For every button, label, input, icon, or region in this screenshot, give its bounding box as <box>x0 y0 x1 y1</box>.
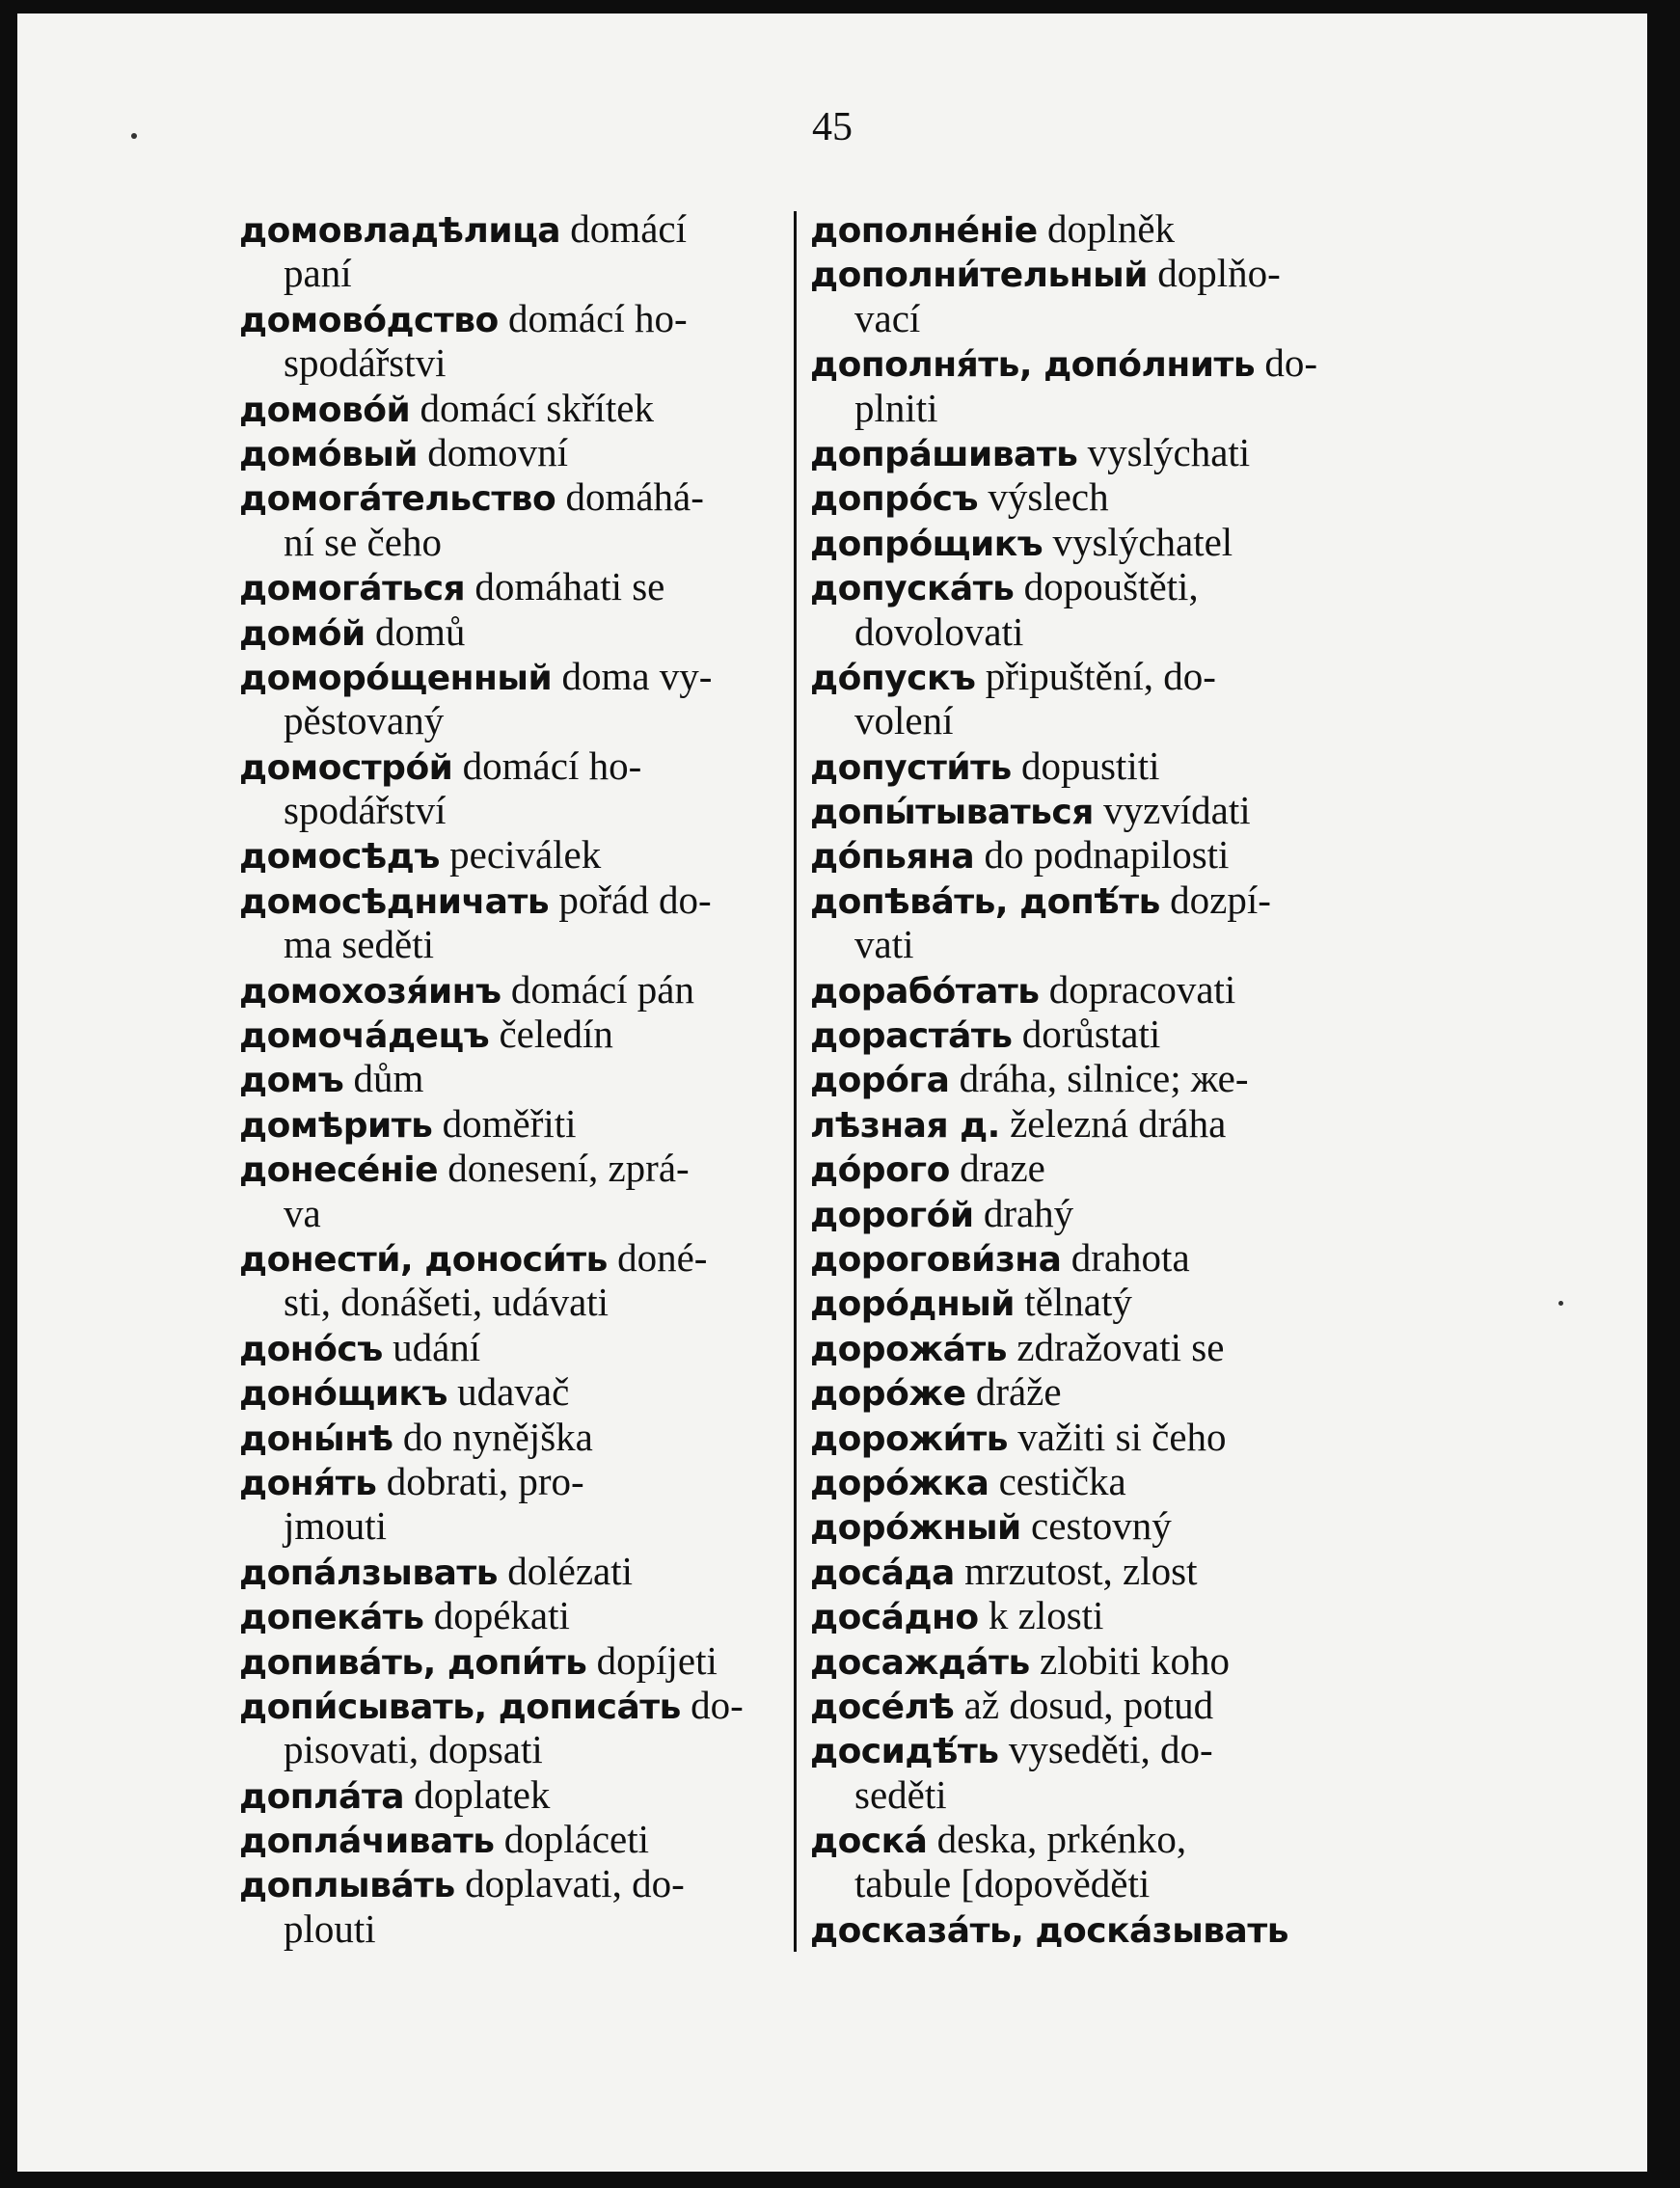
translation: dopláceti <box>494 1817 650 1862</box>
entry-first-line <box>810 1906 1369 1951</box>
translation: do- <box>1255 340 1318 386</box>
translation: připuštění, do- <box>975 653 1216 698</box>
dictionary-entry <box>239 1325 791 1369</box>
entry-continuation-line <box>239 1503 791 1548</box>
headword: дополни́тельный <box>810 256 1148 296</box>
translation: tělnatý <box>1015 1280 1132 1325</box>
translation: dopracovati <box>1039 966 1236 1012</box>
entry-continuation-line <box>239 520 791 564</box>
translation: cestička <box>989 1458 1126 1503</box>
translation: važiti si čeho <box>1008 1414 1227 1459</box>
entry-first-line <box>810 1146 1369 1190</box>
entry-first-line <box>239 878 791 922</box>
sub-headword: лѣзная д. <box>810 1105 1000 1146</box>
dictionary-entry <box>239 206 791 296</box>
translation: paní <box>284 251 352 296</box>
entry-first-line <box>239 430 791 474</box>
headword: допла́чивать <box>239 1822 495 1862</box>
entry-first-line <box>810 1593 1369 1637</box>
entry-continuation-line <box>239 1191 791 1235</box>
translation: k zlosti <box>978 1593 1104 1638</box>
entry-first-line <box>239 1415 791 1459</box>
entry-first-line <box>810 967 1369 1012</box>
dictionary-entry <box>239 743 791 833</box>
translation: ní se čeho <box>284 519 442 564</box>
dictionary-entry <box>810 1280 1369 1324</box>
translation: pisovati, dopsati <box>284 1727 543 1772</box>
translation: draze <box>949 1146 1045 1191</box>
translation: vyseděti, do- <box>998 1727 1213 1772</box>
entry-first-line <box>239 1056 791 1100</box>
headword: доро́дный <box>810 1284 1016 1325</box>
translation: udání <box>382 1324 481 1369</box>
translation: dovolovati <box>854 608 1024 654</box>
headword: доно́съ <box>239 1329 383 1369</box>
dictionary-entry <box>810 1683 1369 1727</box>
headword: досе́лѣ <box>810 1687 955 1727</box>
entry-continuation-line <box>810 922 1369 966</box>
entry-first-line <box>239 474 791 519</box>
left-column <box>239 206 791 1951</box>
translation: cestovný <box>1020 1503 1172 1549</box>
translation: dorůstati <box>1012 1012 1161 1057</box>
translation: udavač <box>447 1369 570 1415</box>
headword: доплыва́ть <box>239 1866 455 1906</box>
dictionary-entry <box>810 564 1369 654</box>
dictionary-entry <box>810 474 1369 519</box>
dictionary-entry <box>810 206 1369 251</box>
translation: deska, prkénko, <box>927 1817 1187 1862</box>
dictionary-entry <box>810 788 1369 832</box>
dictionary-entry <box>810 832 1369 877</box>
translation: doplněk <box>1037 206 1176 251</box>
entry-first-line <box>239 1325 791 1369</box>
speck <box>131 133 137 139</box>
entry-first-line <box>810 340 1369 385</box>
translation: výslech <box>978 474 1109 520</box>
entry-continuation-line <box>239 1906 791 1951</box>
entry-first-line <box>810 832 1369 877</box>
entry-first-line <box>239 564 791 608</box>
headword: допы́тываться <box>810 793 1094 833</box>
translation: domovní <box>418 429 569 474</box>
entry-first-line <box>810 1683 1369 1727</box>
translation: do- <box>680 1682 744 1727</box>
entry-first-line <box>810 430 1369 474</box>
entry-continuation-line <box>239 788 791 832</box>
headword: домѣрить <box>239 1105 433 1146</box>
dictionary-entry <box>239 1056 791 1100</box>
entry-first-line <box>810 1056 1369 1100</box>
translation: doplňo- <box>1147 251 1281 296</box>
translation: domáhá- <box>555 474 704 520</box>
translation: domácí ho- <box>452 743 642 788</box>
translation: zdražovati se <box>1007 1324 1225 1369</box>
entry-first-line <box>810 1503 1369 1548</box>
headword: до́пьяна <box>810 837 975 878</box>
entry-first-line <box>810 1459 1369 1503</box>
headword: дополня́ть, допо́лнить <box>810 345 1256 386</box>
entry-first-line <box>239 1861 791 1905</box>
entry-first-line <box>239 1593 791 1637</box>
translation: doma vy- <box>552 653 713 698</box>
translation: pořád do- <box>549 877 712 922</box>
entry-first-line <box>810 1191 1369 1235</box>
dictionary-entry <box>810 1325 1369 1369</box>
dictionary-entry <box>239 832 791 877</box>
entry-continuation-line <box>810 386 1369 430</box>
dictionary-entry <box>810 340 1369 430</box>
dictionary-entry <box>810 1459 1369 1503</box>
translation: vati <box>854 922 914 967</box>
dictionary-entry <box>810 1503 1369 1548</box>
entry-continuation-line <box>810 296 1369 340</box>
entry-continuation-line <box>239 1727 791 1771</box>
entry-first-line <box>810 788 1369 832</box>
dictionary-entry <box>239 430 791 474</box>
translation: doplatek <box>404 1771 551 1817</box>
translation: doměřiti <box>432 1100 577 1146</box>
headword: допра́шивать <box>810 434 1078 474</box>
headword: доро́жный <box>810 1508 1021 1549</box>
dictionary-entry <box>810 654 1369 743</box>
dictionary-entry <box>239 654 791 743</box>
headword: допро́съ <box>810 479 979 520</box>
translation: mrzutost, zlost <box>954 1548 1198 1593</box>
translation: čeledín <box>489 1012 613 1057</box>
headword: допи́сывать, дописа́ть <box>239 1687 681 1727</box>
dictionary-entry <box>239 609 791 654</box>
entry-first-line <box>810 564 1369 608</box>
dictionary-entry <box>239 1369 791 1414</box>
entry-first-line <box>239 654 791 698</box>
dictionary-entry <box>810 743 1369 788</box>
dictionary-entry <box>239 1549 791 1593</box>
column-divider <box>794 211 797 1952</box>
headword: домовладѣлица <box>239 211 561 251</box>
headword: доска́ <box>810 1822 928 1862</box>
dictionary-entry <box>239 1415 791 1459</box>
headword: допа́лзывать <box>239 1553 499 1593</box>
entry-first-line <box>239 206 791 251</box>
entry-continuation-line <box>239 340 791 385</box>
headword: доны́нѣ <box>239 1418 393 1459</box>
dictionary-entry <box>810 1146 1369 1190</box>
translation: domácí pán <box>501 966 694 1012</box>
headword: доса́да <box>810 1553 955 1593</box>
headword: домово́дство <box>239 300 499 340</box>
headword: донесе́ніе <box>239 1150 438 1191</box>
headword: дорого́й <box>810 1195 974 1235</box>
headword: до́пускъ <box>810 658 976 698</box>
entry-continuation-line <box>239 698 791 743</box>
headword: допро́щикъ <box>810 524 1043 564</box>
dictionary-entry <box>810 1369 1369 1414</box>
headword: допусти́ть <box>810 747 1012 788</box>
translation: pěstovaný <box>284 698 445 743</box>
translation: plniti <box>854 385 938 430</box>
headword: допѣва́ть, допѣ́ть <box>810 881 1160 922</box>
headword: дополне́ніе <box>810 211 1038 251</box>
dictionary-entry <box>810 1012 1369 1056</box>
entry-first-line <box>810 1415 1369 1459</box>
translation: va <box>284 1190 321 1235</box>
translation: jmouti <box>284 1503 388 1549</box>
entry-first-line <box>810 1549 1369 1593</box>
headword: досидѣ́ть <box>810 1732 999 1772</box>
entry-first-line <box>239 296 791 340</box>
dictionary-entry <box>239 386 791 430</box>
dictionary-entry <box>239 967 791 1012</box>
translation: ma seděti <box>284 922 434 967</box>
translation: vyslýchatel <box>1043 519 1233 564</box>
translation: domácí ho- <box>498 295 688 340</box>
headword: доро́жка <box>810 1463 989 1503</box>
dictionary-entry <box>239 1817 791 1861</box>
dictionary-entry <box>810 1638 1369 1683</box>
dictionary-entry <box>239 1772 791 1817</box>
headword: домо́вый <box>239 434 419 474</box>
headword: дорабо́тать <box>810 971 1040 1012</box>
entry-first-line <box>810 251 1369 295</box>
dictionary-entry <box>810 1906 1369 1951</box>
translation: domů <box>365 608 466 654</box>
headword: домъ <box>239 1061 344 1101</box>
right-column <box>810 206 1369 1951</box>
translation: vací <box>854 295 921 340</box>
dictionary-entry <box>810 1727 1369 1817</box>
translation: dopustiti <box>1011 743 1160 788</box>
headword: допива́ть, допи́ть <box>239 1642 587 1683</box>
translation: doné- <box>607 1234 708 1280</box>
entry-first-line <box>810 654 1369 698</box>
translation: spodářství <box>284 788 447 833</box>
entry-continuation-line <box>810 609 1369 654</box>
entry-first-line <box>810 878 1369 922</box>
translation: donesení, zprá- <box>437 1146 690 1191</box>
dictionary-entry <box>810 967 1369 1012</box>
dictionary-entry <box>239 1683 791 1772</box>
translation: dráha, silnice; же- <box>949 1056 1249 1101</box>
translation: dopíjeti <box>586 1637 718 1683</box>
headword: домохозя́инъ <box>239 971 501 1012</box>
entry-first-line <box>810 474 1369 519</box>
translation: tabule [dopověděti <box>854 1861 1151 1906</box>
entry-first-line <box>810 1817 1369 1861</box>
dictionary-entry <box>810 1235 1369 1280</box>
entry-first-line <box>810 1638 1369 1683</box>
entry-first-line <box>810 1727 1369 1771</box>
translation: železná dráha <box>999 1100 1227 1146</box>
entry-first-line <box>239 1369 791 1414</box>
translation: domácí <box>560 206 687 251</box>
headword: до́рого <box>810 1150 950 1191</box>
entry-first-line <box>239 1146 791 1190</box>
dictionary-entry <box>810 1056 1369 1146</box>
headword: доморо́щенный <box>239 658 553 698</box>
dictionary-entry <box>810 1817 1369 1906</box>
translation: dopouštěti, <box>1014 564 1199 609</box>
dictionary-entry <box>239 1012 791 1056</box>
translation: domáhati se <box>465 564 665 609</box>
translation: seděti <box>854 1771 947 1817</box>
dictionary-entry <box>239 296 791 386</box>
entry-first-line <box>239 743 791 788</box>
headword: домоча́децъ <box>239 1016 490 1057</box>
translation: spodářstvi <box>284 340 447 386</box>
headword: доса́дно <box>810 1598 979 1638</box>
headword: домо́й <box>239 613 366 654</box>
headword: допека́ть <box>239 1598 424 1638</box>
entry-continuation-line <box>239 922 791 966</box>
translation: zlobiti koho <box>1029 1637 1231 1683</box>
translation: doplavati, do- <box>454 1861 685 1906</box>
translation: volení <box>854 698 954 743</box>
entry-first-line <box>239 967 791 1012</box>
headword: домово́й <box>239 390 411 430</box>
translation: dolézati <box>498 1548 634 1593</box>
dictionary-entry <box>810 520 1369 564</box>
headword: доро́га <box>810 1061 950 1101</box>
dictionary-entry <box>239 474 791 564</box>
speck <box>1558 1301 1563 1306</box>
dictionary-entry <box>239 1146 791 1235</box>
dictionary-entry <box>810 430 1369 474</box>
dictionary-entry <box>810 251 1369 340</box>
translation: dozpí- <box>1159 877 1271 922</box>
entry-first-line <box>810 206 1369 251</box>
entry-first-line <box>239 609 791 654</box>
headword: дораста́ть <box>810 1016 1013 1057</box>
entry-continuation-line <box>810 698 1369 743</box>
headword: дорожа́ть <box>810 1329 1008 1369</box>
entry-first-line <box>239 1638 791 1683</box>
translation: vyzvídati <box>1093 788 1251 833</box>
headword: домосѣдничать <box>239 881 550 922</box>
entry-first-line <box>810 1325 1369 1369</box>
translation: plouti <box>284 1905 376 1951</box>
entry-first-line <box>810 743 1369 788</box>
dictionary-entry <box>810 1191 1369 1235</box>
entry-continuation-line <box>810 1772 1369 1817</box>
entry-subentry-line <box>810 1101 1369 1146</box>
dictionary-entry <box>239 1459 791 1549</box>
dictionary-entry <box>239 1861 791 1951</box>
entry-first-line <box>239 1012 791 1056</box>
translation: drahota <box>1061 1234 1190 1280</box>
translation: dráže <box>965 1369 1062 1415</box>
translation: drahý <box>973 1190 1074 1235</box>
translation: vyslýchati <box>1077 429 1251 474</box>
dictionary-entry <box>810 1415 1369 1459</box>
headword: домога́ться <box>239 569 466 609</box>
headword: досажда́ть <box>810 1642 1030 1683</box>
entry-first-line <box>239 1235 791 1280</box>
translation: peciválek <box>439 832 602 878</box>
translation: do nynějška <box>393 1414 593 1459</box>
headword: доно́щикъ <box>239 1374 447 1415</box>
dictionary-entry <box>810 1593 1369 1637</box>
entry-continuation-line <box>810 1861 1369 1905</box>
dictionary-entry <box>810 878 1369 967</box>
translation: dobrati, pro- <box>376 1458 584 1503</box>
entry-first-line <box>239 386 791 430</box>
dictionary-entry <box>239 1593 791 1637</box>
translation: do podnapilosti <box>974 832 1230 878</box>
headword: доня́ть <box>239 1463 377 1503</box>
translation: domácí skřítek <box>410 385 654 430</box>
entry-continuation-line <box>239 1280 791 1324</box>
entry-first-line <box>810 520 1369 564</box>
headword: доро́же <box>810 1374 966 1415</box>
entry-first-line <box>810 1280 1369 1324</box>
dictionary-page <box>17 14 1647 2172</box>
translation: dopékati <box>423 1593 570 1638</box>
entry-first-line <box>239 1817 791 1861</box>
headword: домостро́й <box>239 747 453 788</box>
headword: дорогови́зна <box>810 1239 1062 1280</box>
entry-first-line <box>239 1683 791 1727</box>
dictionary-entry <box>239 1235 791 1325</box>
entry-first-line <box>810 1235 1369 1280</box>
dictionary-entry <box>239 878 791 967</box>
headword: домога́тельство <box>239 479 556 520</box>
page-number: 45 <box>812 105 853 149</box>
headword: домосѣдъ <box>239 837 440 878</box>
translation: dům <box>343 1056 424 1101</box>
entry-continuation-line <box>239 251 791 295</box>
headword: допла́та <box>239 1776 404 1817</box>
headword: донести́, доноси́ть <box>239 1239 608 1280</box>
headword: дорожи́ть <box>810 1418 1008 1459</box>
translation: až dosud, potud <box>954 1682 1214 1727</box>
entry-first-line <box>239 1459 791 1503</box>
headword: допуска́ть <box>810 569 1015 609</box>
entry-first-line <box>239 832 791 877</box>
entry-first-line <box>239 1549 791 1593</box>
entry-first-line <box>239 1772 791 1817</box>
dictionary-entry <box>810 1549 1369 1593</box>
dictionary-entry <box>239 1101 791 1146</box>
translation: sti, donášeti, udávati <box>284 1280 610 1325</box>
dictionary-entry <box>239 564 791 608</box>
entry-first-line <box>239 1101 791 1146</box>
dictionary-entry <box>239 1638 791 1683</box>
entry-first-line <box>810 1369 1369 1414</box>
entry-first-line <box>810 1012 1369 1056</box>
headword: досказа́ть, доска́зывать <box>810 1910 1288 1951</box>
